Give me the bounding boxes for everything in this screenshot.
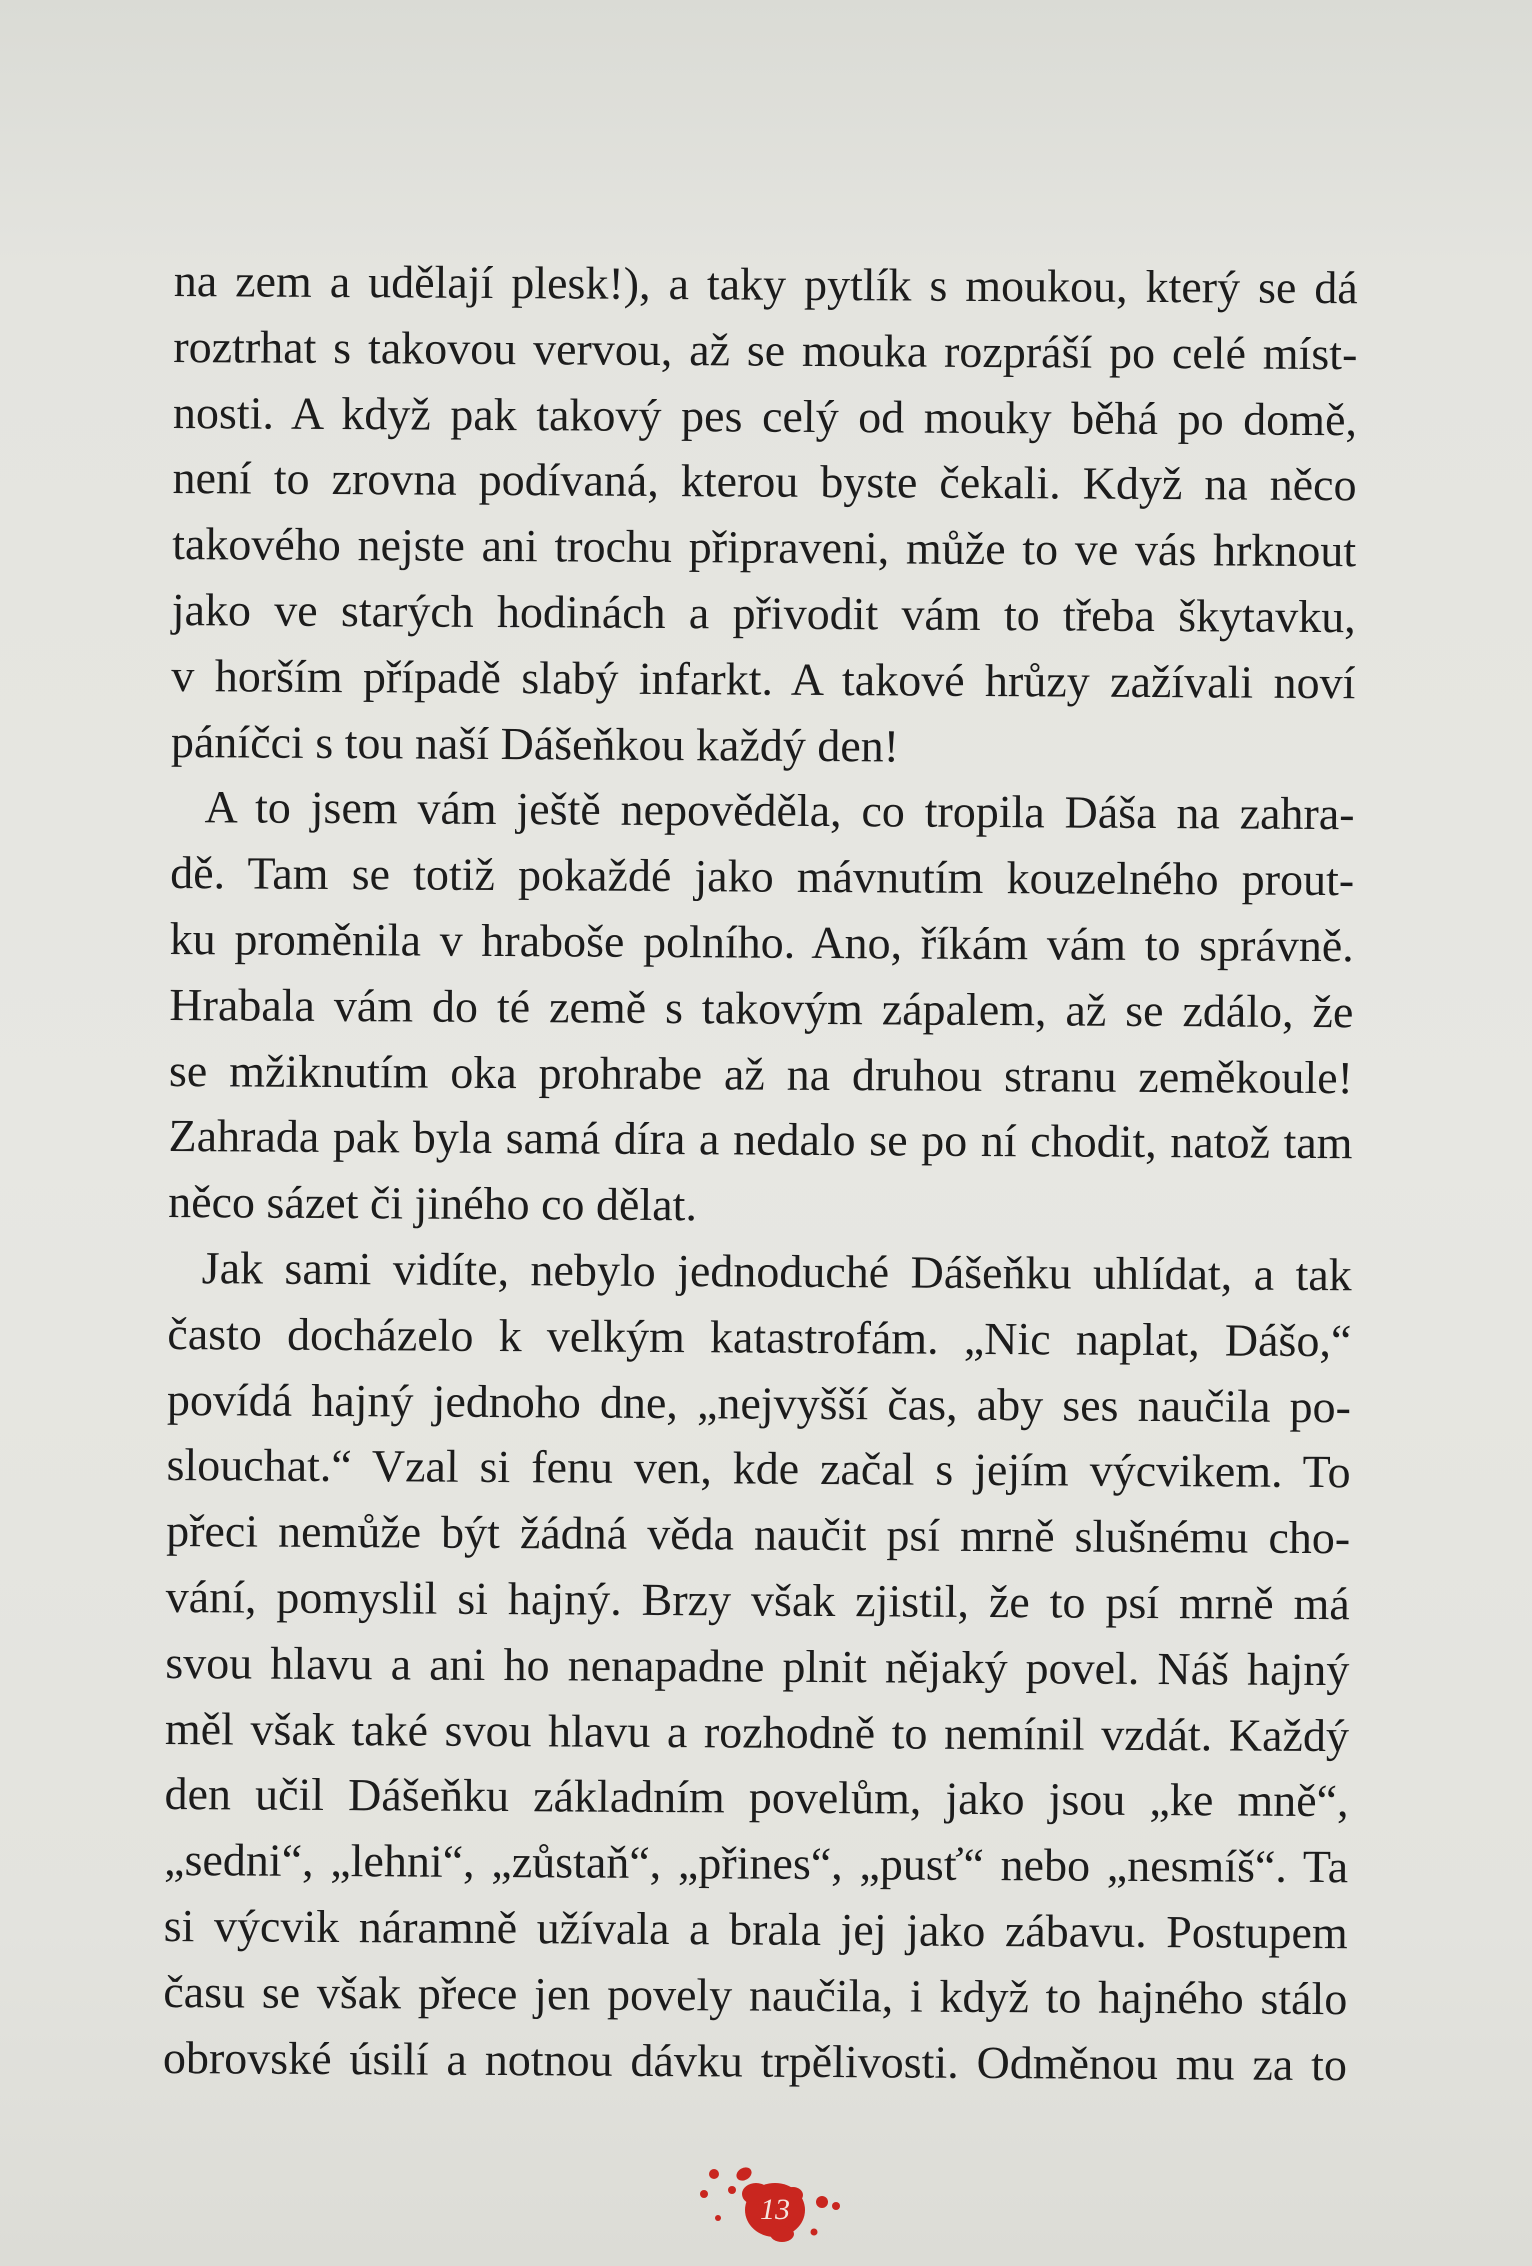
- text-line: není to zrovna podívaná, kterou byste čekali. Když na něco: [172, 452, 1357, 511]
- text-line: takového nejste ani trochu připraveni, může to ve vás hrknout: [172, 518, 1357, 577]
- page-number-ornament: [692, 2150, 852, 2250]
- text-line: den učil Dášeňku základním povelům, jako jsou „ke mně“,: [164, 1768, 1349, 1827]
- text-line: se mžiknutím oka prohrabe až na druhou stranu zeměkoule!: [168, 1044, 1354, 1103]
- text-line: páníčci s tou naší Dášeňkou každý den!: [170, 715, 900, 772]
- text-line: jako ve starých hodinách a přivodit vám to třeba škytavku,: [171, 583, 1356, 643]
- text-line: vání, pomyslil si hajný. Brzy však zjistil, že to psí mrně má: [165, 1570, 1350, 1630]
- text-line: měl však také svou hlavu a rozhodně to nemínil vzdát. Každý: [164, 1702, 1350, 1761]
- text-line: svou hlavu a ani ho nenapadne plnit nějaký povel. Náš hajný: [165, 1636, 1350, 1695]
- text-line: povídá hajný jednoho dne, „nejvyšší čas, aby ses naučila po-: [166, 1373, 1352, 1432]
- text-line: něco sázet či jiného co dělat.: [168, 1176, 698, 1231]
- text-line: na zem a udělají plesk!), a taky pytlík s moukou, který se dá: [173, 254, 1358, 314]
- text-line: A to jsem vám ještě nepověděla, co tropila Dáša na zahra-: [204, 781, 1355, 840]
- text-line: ku proměnila v hraboše polního. Ano, říkám vám to správně.: [169, 912, 1354, 972]
- text-line: nosti. A když pak takový pes celý od mouky běhá po domě,: [172, 386, 1358, 445]
- text-line: roztrhat s takovou vervou, až se mouka rozpráší po celé míst-: [173, 320, 1358, 380]
- text-line: slouchat.“ Vzal si fenu ven, kde začal s jejím výcvikem. To: [166, 1439, 1351, 1498]
- text-line: Hrabala vám do té země s takovým zápalem, až se zdálo, že: [169, 978, 1354, 1037]
- text-line: v horším případě slabý infarkt. A takové hrůzy zažívali noví: [171, 649, 1356, 709]
- page-number: 13: [760, 2193, 790, 2226]
- body-text: [163, 248, 1358, 2098]
- text-line: si výcvik náramně užívala a brala jej jako zábavu. Postupem: [163, 1899, 1348, 1959]
- text-line: obrovské úsilí a notnou dávku trpělivosti. Odměnou mu za to: [162, 2031, 1348, 2090]
- text-line: „sedni“, „lehni“, „zůstaň“, „přines“, „pusť“ nebo „nesmíš“. Ta: [163, 1834, 1349, 1893]
- text-line: dě. Tam se totiž pokaždé jako mávnutím kouzelného prout-: [170, 847, 1355, 906]
- text-line: Jak sami vidíte, nebylo jednoduché Dášeňku uhlídat, a tak: [201, 1242, 1352, 1301]
- text-line: často docházelo k velkým katastrofám. „Nic naplat, Dášo,“: [167, 1307, 1352, 1366]
- text-line: Zahrada pak byla samá díra a nedalo se po ní chodit, natož tam: [168, 1110, 1353, 1169]
- text-line: přeci nemůže být žádná věda naučit psí mrně slušnému cho-: [166, 1505, 1351, 1564]
- text-line: času se však přece jen povely naučila, i když to hajného stálo: [163, 1965, 1348, 2024]
